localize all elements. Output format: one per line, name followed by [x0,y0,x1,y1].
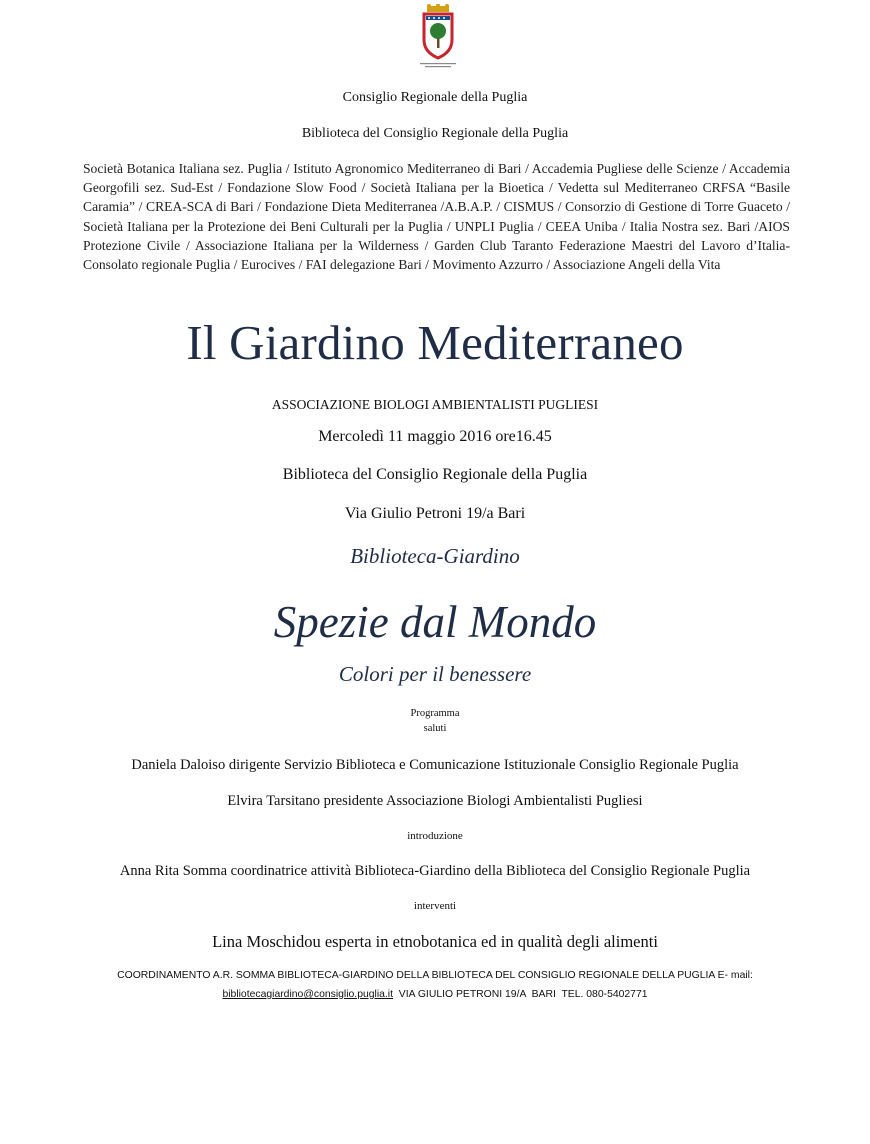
event-venue: Biblioteca del Consiglio Regionale della Puglia [282,466,588,483]
contact-address: VIA GIULIO PETRONI 19/A BARI TEL. 080-5402771 [393,989,648,1000]
event-series: Biblioteca-Giardino [350,544,520,568]
event-title: Il Giardino Mediterraneo [186,315,684,370]
coordination-line: COORDINAMENTO A.R. SOMMA BIBLIOTECA-GIARDINO DELLA BIBLIOTECA DEL CONSIGLIO REGIONALE DELLA PUGLIA E- mail: [117,970,753,981]
regional-coat-of-arms-icon [415,4,461,70]
program-heading: Programma [410,708,460,719]
greetings-label: saluti [423,723,447,734]
speaker-somma: Anna Rita Somma coordinatrice attività Biblioteca-Giardino della Biblioteca del Consiglio Regionale Puglia [119,863,751,879]
partners-list: Società Botanica Italiana sez. Puglia / Istituto Agronomico Mediterraneo di Bari / Accademia Pugliese delle Scienze / Accademia Georgofili sez. Sud-Est / Fondazione Slow Food / Società Italiana per la Bioetica / Vedetta sul Mediterraneo CRFSA “Basile Caramia” / CREA-SCA di Bari / Fondazione Dieta Mediterranea /A.B.A.P. / CISMUS / Consorzio di Gestione di Torre Guaceto / Società Italiana per la Protezione dei Beni Culturali per la Puglia / UNPLI Puglia / CEEA Uniba / Italia Nostra sez. Bari /AIOS Protezione Civile / Associazione Italiana per la Wilderness / Garden Club Taranto Federazione Maestri del Lavoro d’Italia-Consolato regionale Puglia / Eurocives / FAI delegazione Bari / Movimento Azzurro / Associazione Angeli della Vita [83,161,790,273]
talks-label: interventi [413,900,457,912]
council-name: Consiglio Regionale della Puglia [342,90,528,105]
event-subtitle: Colori per il benessere [338,662,532,686]
event-date: Mercoledì 11 maggio 2016 ore16.45 [318,428,552,445]
library-name: Biblioteca del Consiglio Regionale della Puglia [301,126,569,141]
speaker-moschidou: Lina Moschidou esperta in etnobotanica ed in qualità degli alimenti [212,932,658,951]
speaker-daloiso: Daniela Daloiso dirigente Servizio Biblioteca e Comunicazione Istituzionale Consiglio Regionale Puglia [131,757,739,773]
contact-line [0,989,870,1000]
event-topic: Spezie dal Mondo [273,597,597,647]
association-name: ASSOCIAZIONE BIOLOGI AMBIENTALISTI PUGLIESI [271,397,599,412]
speaker-tarsitano: Elvira Tarsitano presidente Associazione Biologi Ambientalisti Pugliesi [227,793,643,809]
introduction-label: introduzione [407,830,463,842]
event-address: Via Giulio Petroni 19/a Bari [344,505,526,522]
email-link[interactable]: bibliotecagiardino@consiglio.puglia.it [222,989,394,1000]
